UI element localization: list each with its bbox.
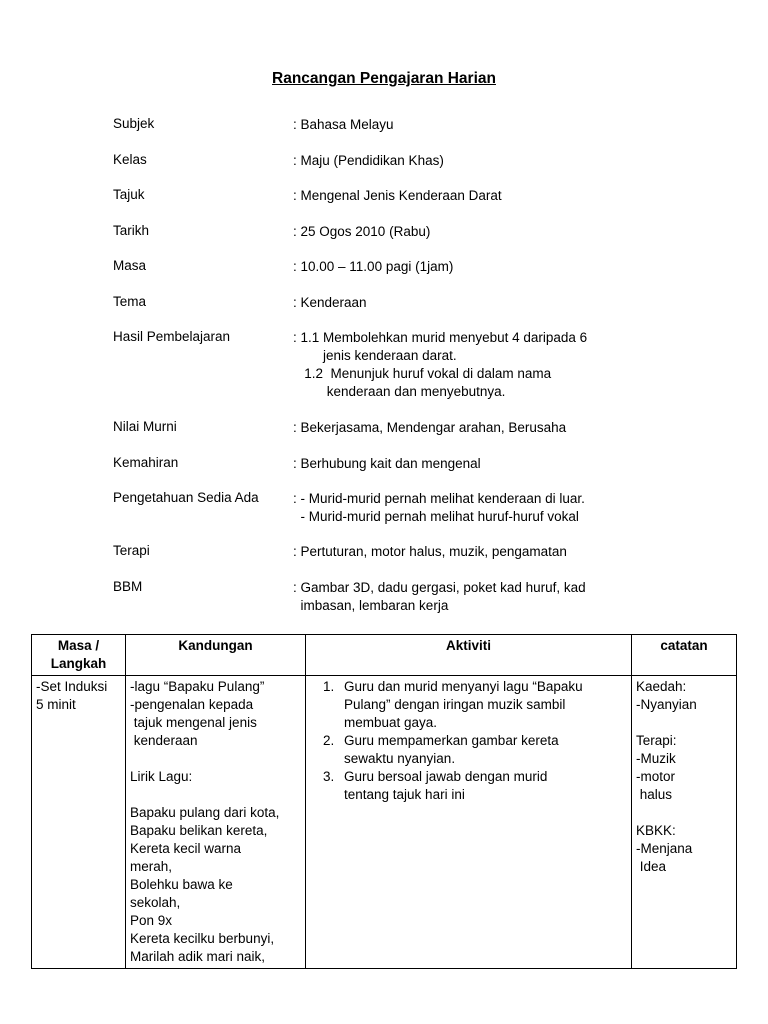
cell-aktiviti <box>306 676 632 969</box>
activity-item <box>338 732 627 768</box>
cell-line: -Nyanyian <box>636 697 697 712</box>
cell-line: Lirik Lagu: <box>130 769 193 784</box>
cell-line: -motor <box>636 769 676 784</box>
cell-line: Idea <box>636 859 667 874</box>
cell-line: Kaedah: <box>636 679 687 694</box>
info-label: Subjek <box>113 116 155 131</box>
table-row <box>32 676 737 969</box>
cell-line: -pengenalan kepada <box>130 697 254 712</box>
info-value: : Maju (Pendidikan Khas) <box>293 153 444 168</box>
cell-line <box>130 750 301 768</box>
info-value-multiline <box>293 490 653 526</box>
info-value: : 25 Ogos 2010 (Rabu) <box>293 224 431 239</box>
header-catatan: catatan <box>632 635 737 676</box>
cell-catatan <box>632 676 737 969</box>
activity-line: 1. Guru dan murid menyanyi lagu “Bapaku <box>344 679 583 694</box>
cell-line: tajuk mengenal jenis <box>130 715 257 730</box>
info-value: : Berhubung kait dan mengenal <box>293 456 481 471</box>
cell-line <box>636 714 732 732</box>
cell-line: sekolah, <box>130 895 181 910</box>
cell-line: Kereta kecil warna <box>130 841 242 856</box>
activity-line: Pulang” dengan iringan muzik sambil <box>344 697 566 712</box>
cell-line: -Menjana <box>636 841 693 856</box>
cell-line: -lagu “Bapaku Pulang” <box>130 679 265 694</box>
info-value-line: : - Murid-murid pernah melihat kenderaan di luar. <box>293 491 585 506</box>
info-label: Nilai Murni <box>113 419 177 434</box>
info-label: BBM <box>113 579 143 594</box>
header-masa-langkah <box>32 635 126 676</box>
activity-line: sewaktu nyanyian. <box>344 751 456 766</box>
cell-line <box>130 786 301 804</box>
info-value-line: jenis kenderaan darat. <box>293 348 457 363</box>
cell-line: Terapi: <box>636 733 677 748</box>
cell-line: kenderaan <box>130 733 198 748</box>
info-label: Kemahiran <box>113 455 179 470</box>
cell-line: halus <box>636 787 673 802</box>
header-line: Masa / <box>57 638 100 653</box>
info-label: Tajuk <box>113 187 145 202</box>
page-title: Rancangan Pengajaran Harian <box>272 70 496 87</box>
cell-line: 5 minit <box>36 697 76 712</box>
header-kandungan: Kandungan <box>126 635 306 676</box>
info-value-line: : 1.1 Membolehkan murid menyebut 4 daripada 6 <box>293 330 588 345</box>
activity-list <box>310 678 627 804</box>
info-value-line: : Gambar 3D, dadu gergasi, poket kad huruf, kad <box>293 580 586 595</box>
activity-line: 2. Guru mempamerkan gambar kereta <box>344 733 559 748</box>
cell-line: Bolehku bawa ke <box>130 877 233 892</box>
info-value: : Bahasa Melayu <box>293 117 394 132</box>
info-value: : 10.00 – 11.00 pagi (1jam) <box>293 259 454 274</box>
cell-masa <box>32 676 126 969</box>
header-aktiviti: Aktiviti <box>306 635 632 676</box>
cell-line: Bapaku pulang dari kota, <box>130 805 280 820</box>
cell-line: -Set Induksi <box>36 679 108 694</box>
cell-line: Marilah adik mari naik, <box>130 949 266 964</box>
info-value: : Kenderaan <box>293 295 367 310</box>
info-value: : Pertuturan, motor halus, muzik, pengamatan <box>293 544 567 559</box>
cell-line: merah, <box>130 859 173 874</box>
activity-item <box>338 678 627 732</box>
cell-line: Kereta kecilku berbunyi, <box>130 931 275 946</box>
info-label: Tema <box>113 294 147 309</box>
info-value-line: 1.2 Menunjuk huruf vokal di dalam nama <box>293 366 552 381</box>
info-value-line: - Murid-murid pernah melihat huruf-huruf vokal <box>293 509 579 524</box>
info-label: Masa <box>113 258 147 273</box>
info-label: Pengetahuan Sedia Ada <box>113 490 259 505</box>
cell-line: -Muzik <box>636 751 676 766</box>
info-label: Terapi <box>113 543 150 558</box>
cell-line: Pon 9x <box>130 913 173 928</box>
info-label: Hasil Pembelajaran <box>113 329 231 344</box>
info-label: Tarikh <box>113 223 150 238</box>
activity-line: membuat gaya. <box>344 715 438 730</box>
activity-line: 3. Guru bersoal jawab dengan murid <box>344 769 548 784</box>
activity-line: tentang tajuk hari ini <box>344 787 465 802</box>
activity-item <box>338 768 627 804</box>
info-value-multiline <box>293 579 653 615</box>
lesson-plan-table <box>31 634 737 969</box>
cell-line <box>636 804 732 822</box>
info-value: : Bekerjasama, Mendengar arahan, Berusaha <box>293 420 567 435</box>
info-value-line: imbasan, lembaran kerja <box>293 598 449 613</box>
cell-line: Bapaku belikan kereta, <box>130 823 268 838</box>
info-value-line: kenderaan dan menyebutnya. <box>293 384 506 399</box>
info-value: : Mengenal Jenis Kenderaan Darat <box>293 188 502 203</box>
cell-kandungan <box>126 676 306 969</box>
info-label: Kelas <box>113 152 147 167</box>
header-line: Langkah <box>50 656 107 671</box>
cell-line: KBKK: <box>636 823 676 838</box>
table-header-row <box>32 635 737 676</box>
info-value-multiline <box>293 329 653 401</box>
